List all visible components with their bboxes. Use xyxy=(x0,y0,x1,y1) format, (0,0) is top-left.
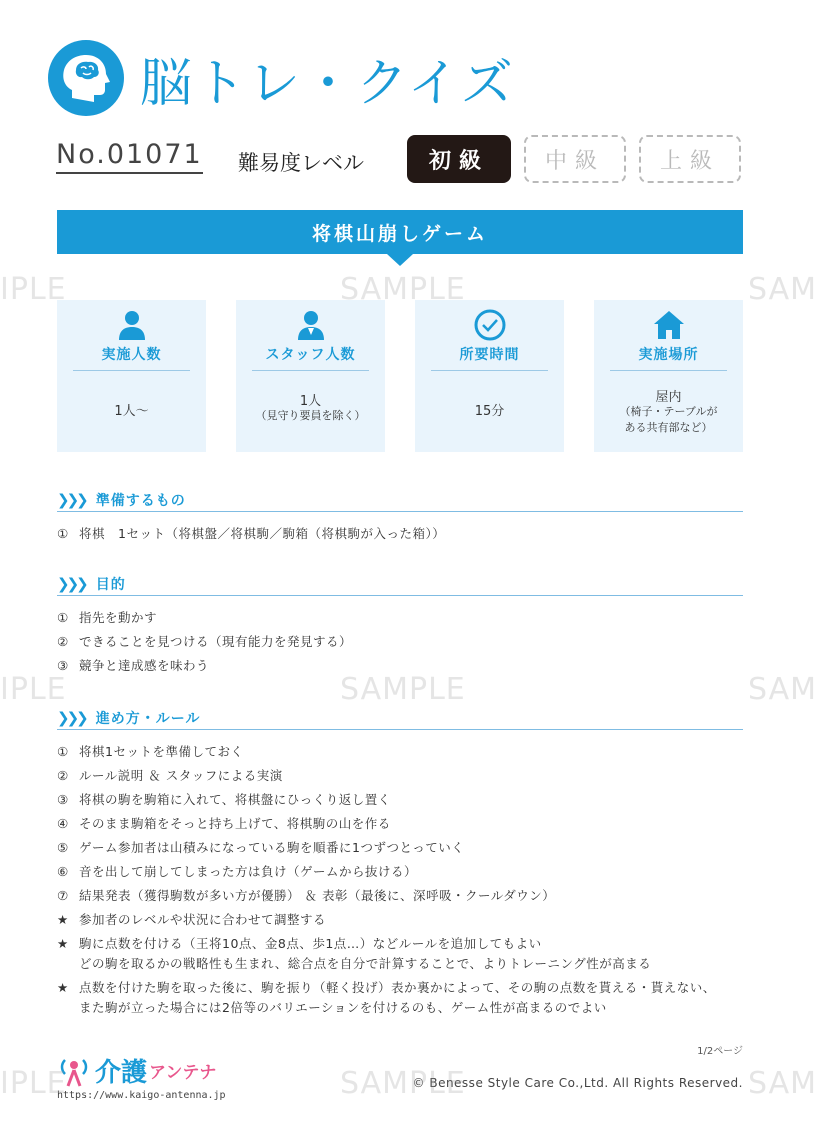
card-divider xyxy=(431,370,548,371)
card-title: 実施場所 xyxy=(638,347,699,363)
house-icon xyxy=(652,308,686,346)
doc-number: No.01071 xyxy=(56,139,203,174)
logo-text-main: 介護 xyxy=(95,1058,148,1088)
item-list xyxy=(57,606,743,678)
person-icon xyxy=(115,308,149,346)
card-value: 屋内 xyxy=(655,390,682,405)
page-title: 脳トレ・クイズ xyxy=(140,53,515,114)
clock-icon xyxy=(473,308,507,346)
card-divider xyxy=(610,370,727,371)
staff-person-icon xyxy=(294,308,328,346)
page-number: 1/2ページ xyxy=(697,1046,743,1057)
card-title: 所要時間 xyxy=(459,347,520,363)
list-item: ① 将棋 1セット（将棋盤／将棋駒／駒箱（将棋駒が入った箱）） xyxy=(57,526,446,541)
list-item: ① 指先を動かす xyxy=(57,610,158,625)
watermark-right: SAM xyxy=(748,272,817,307)
card-title: 実施人数 xyxy=(101,347,162,363)
card-divider xyxy=(252,370,369,371)
game-title-banner: 将棋山崩しゲーム xyxy=(57,210,743,254)
chevrons-icon: ❯❯❯ xyxy=(57,708,86,727)
card-title: スタッフ人数 xyxy=(265,347,356,363)
info-cards xyxy=(57,300,743,452)
list-item: ③ 競争と達成感を味わう xyxy=(57,658,210,673)
watermark-center: SAMPLE xyxy=(340,672,466,707)
list-item: ★ 駒に点数を付ける（王将10点、金8点、歩1点…）などルールを追加してもよい xyxy=(57,936,542,951)
brain-head-icon xyxy=(48,40,124,116)
card-note: （椅子・テーブルが xyxy=(619,405,718,418)
list-item-continuation: また駒が立った場合には2倍等のバリエーションを付けるのも、ゲーム性が高まるのでよい xyxy=(79,1000,607,1015)
list-item: ① 将棋1セットを準備しておく xyxy=(57,744,244,759)
section-title: 目的 xyxy=(95,576,126,593)
watermark-center: SAMPLE xyxy=(340,1066,466,1101)
section-header xyxy=(57,488,743,512)
card-value: 1人〜 xyxy=(114,404,149,419)
section-header xyxy=(57,572,743,596)
antenna-person-icon xyxy=(57,1054,91,1088)
list-item: ④ そのまま駒箱をそっと持ち上げて、将棋駒の山を作る xyxy=(57,816,391,831)
section-preparation xyxy=(57,488,743,546)
list-item-continuation: どの駒を取るかの戦略性も生まれ、総合点を自分で計算することで、よりトレーニング性が高まる xyxy=(79,956,652,971)
card-duration xyxy=(415,300,564,452)
card-note: （見守り要員を除く） xyxy=(255,409,366,422)
card-divider xyxy=(73,370,190,371)
meta-row xyxy=(56,135,746,185)
card-note-line2: ある共有部など） xyxy=(624,421,713,434)
chevrons-icon: ❯❯❯ xyxy=(57,490,86,509)
list-item: ⑤ ゲーム参加者は山積みになっている駒を順番に1つずつとっていく xyxy=(57,840,465,855)
level-intermediate-badge: 中級 xyxy=(524,135,626,183)
difficulty-label: 難易度レベル xyxy=(238,151,364,175)
card-value: 15分 xyxy=(474,404,505,419)
watermark-right: SAM xyxy=(748,1066,817,1101)
logo-text-sub: アンテナ xyxy=(149,1063,217,1083)
item-list xyxy=(57,740,743,1018)
watermark-center: SAMPLE xyxy=(340,272,466,307)
list-item: ⑦ 結果発表（獲得駒数が多い方が優勝） ＆ 表彰（最後に、深呼吸・クールダウン） xyxy=(57,888,556,903)
section-title: 準備するもの xyxy=(95,492,186,509)
section-title: 進め方・ルール xyxy=(95,710,201,727)
card-location xyxy=(594,300,743,452)
watermark-left: IPLE xyxy=(0,672,67,707)
list-item: ★ 点数を付けた駒を取った後に、駒を振り（軽く投げ）表か裏かによって、その駒の点数を貰える・貰えない、 xyxy=(57,980,716,995)
item-list xyxy=(57,522,743,546)
site-url: https://www.kaigo-antenna.jp xyxy=(57,1090,226,1101)
list-item: ② ルール説明 ＆ スタッフによる実演 xyxy=(57,768,283,783)
watermark-right: SAM xyxy=(748,672,817,707)
list-item: ★ 参加者のレベルや状況に合わせて調整する xyxy=(57,912,327,927)
kaigo-antenna-logo xyxy=(57,1052,216,1089)
list-item: ② できることを見つける（現有能力を発見する） xyxy=(57,634,353,649)
copyright-notice: © Benesse Style Care Co.,Ltd. All Rights Reserved. xyxy=(412,1076,743,1090)
level-beginner-badge: 初級 xyxy=(407,135,511,183)
level-advanced-badge: 上級 xyxy=(639,135,741,183)
section-rules xyxy=(57,706,743,1018)
banner-pointer xyxy=(387,254,413,266)
list-item: ⑥ 音を出して崩してしまった方は負け（ゲームから抜ける） xyxy=(57,864,418,879)
card-value: 1人 xyxy=(299,394,322,409)
chevrons-icon: ❯❯❯ xyxy=(57,574,86,593)
section-header xyxy=(57,706,743,730)
list-item: ③ 将棋の駒を駒箱に入れて、将棋盤にひっくり返し置く xyxy=(57,792,391,807)
card-participants xyxy=(57,300,206,452)
watermark-left: IPLE xyxy=(0,1066,67,1101)
watermark-left: IPLE xyxy=(0,272,67,307)
brand-header xyxy=(48,40,515,116)
card-staff xyxy=(236,300,385,452)
section-purpose xyxy=(57,572,743,678)
